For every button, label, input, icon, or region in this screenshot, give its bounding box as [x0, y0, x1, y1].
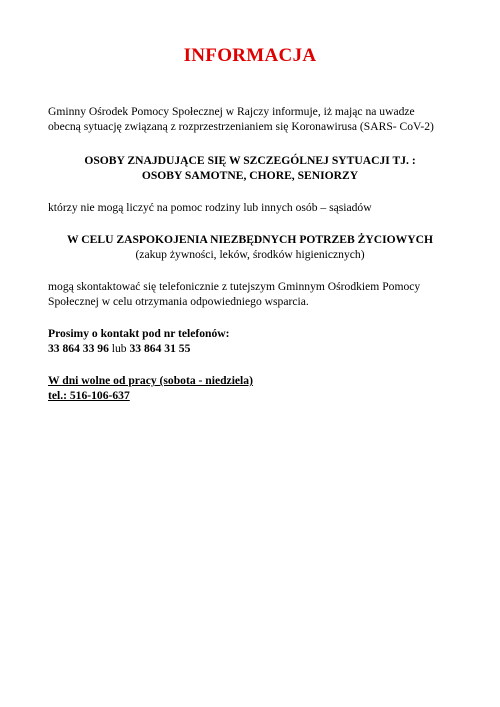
target-group-line-1: OSOBY ZNAJDUJĄCE SIĘ W SZCZEGÓLNEJ SYTUACJI TJ. : [84, 154, 416, 167]
needs-block [48, 232, 452, 262]
contact-paragraph [48, 279, 452, 309]
phones-line [48, 341, 452, 356]
phone-number-2: 33 864 31 55 [129, 342, 191, 355]
intro-paragraph [48, 104, 452, 134]
phone-separator: lub [108, 342, 130, 355]
contact-line-2: Społecznej w celu otrzymania odpowiedniego wsparcia. [48, 295, 309, 308]
weekend-block [48, 373, 452, 403]
contact-line-1: mogą skontaktować się telefonicznie z tutejszym Gminnym Ośrodkiem Pomocy [48, 280, 421, 293]
weekend-label: W dni wolne od pracy (sobota - niedziela) [48, 374, 253, 387]
target-group-heading [48, 153, 452, 183]
phones-block [48, 326, 452, 356]
weekend-phone: tel.: 516-106-637 [48, 389, 130, 402]
phone-number-1: 33 864 33 96 [48, 342, 109, 355]
needs-detail: (zakup żywności, leków, środków higienicznych) [135, 248, 365, 261]
target-group-line-2: OSOBY SAMOTNE, CHORE, SENIORZY [141, 169, 359, 182]
who-paragraph: którzy nie mogą liczyć na pomoc rodziny lub innych osób – sąsiadów [48, 201, 372, 214]
needs-heading: W CELU ZASPOKOJENIA NIEZBĘDNYCH POTRZEB ŻYCIOWYCH [66, 233, 434, 246]
intro-line-2: obecną sytuację związaną z rozprzestrzenianiem się Koronawirusa (SARS- CoV-2) [48, 120, 434, 133]
document-title: INFORMACJA [183, 45, 317, 66]
intro-line-1: Gminny Ośrodek Pomocy Społecznej w Rajczy informuje, iż mając na uwadze [48, 105, 415, 118]
phones-label: Prosimy o kontakt pod nr telefonów: [48, 327, 230, 340]
